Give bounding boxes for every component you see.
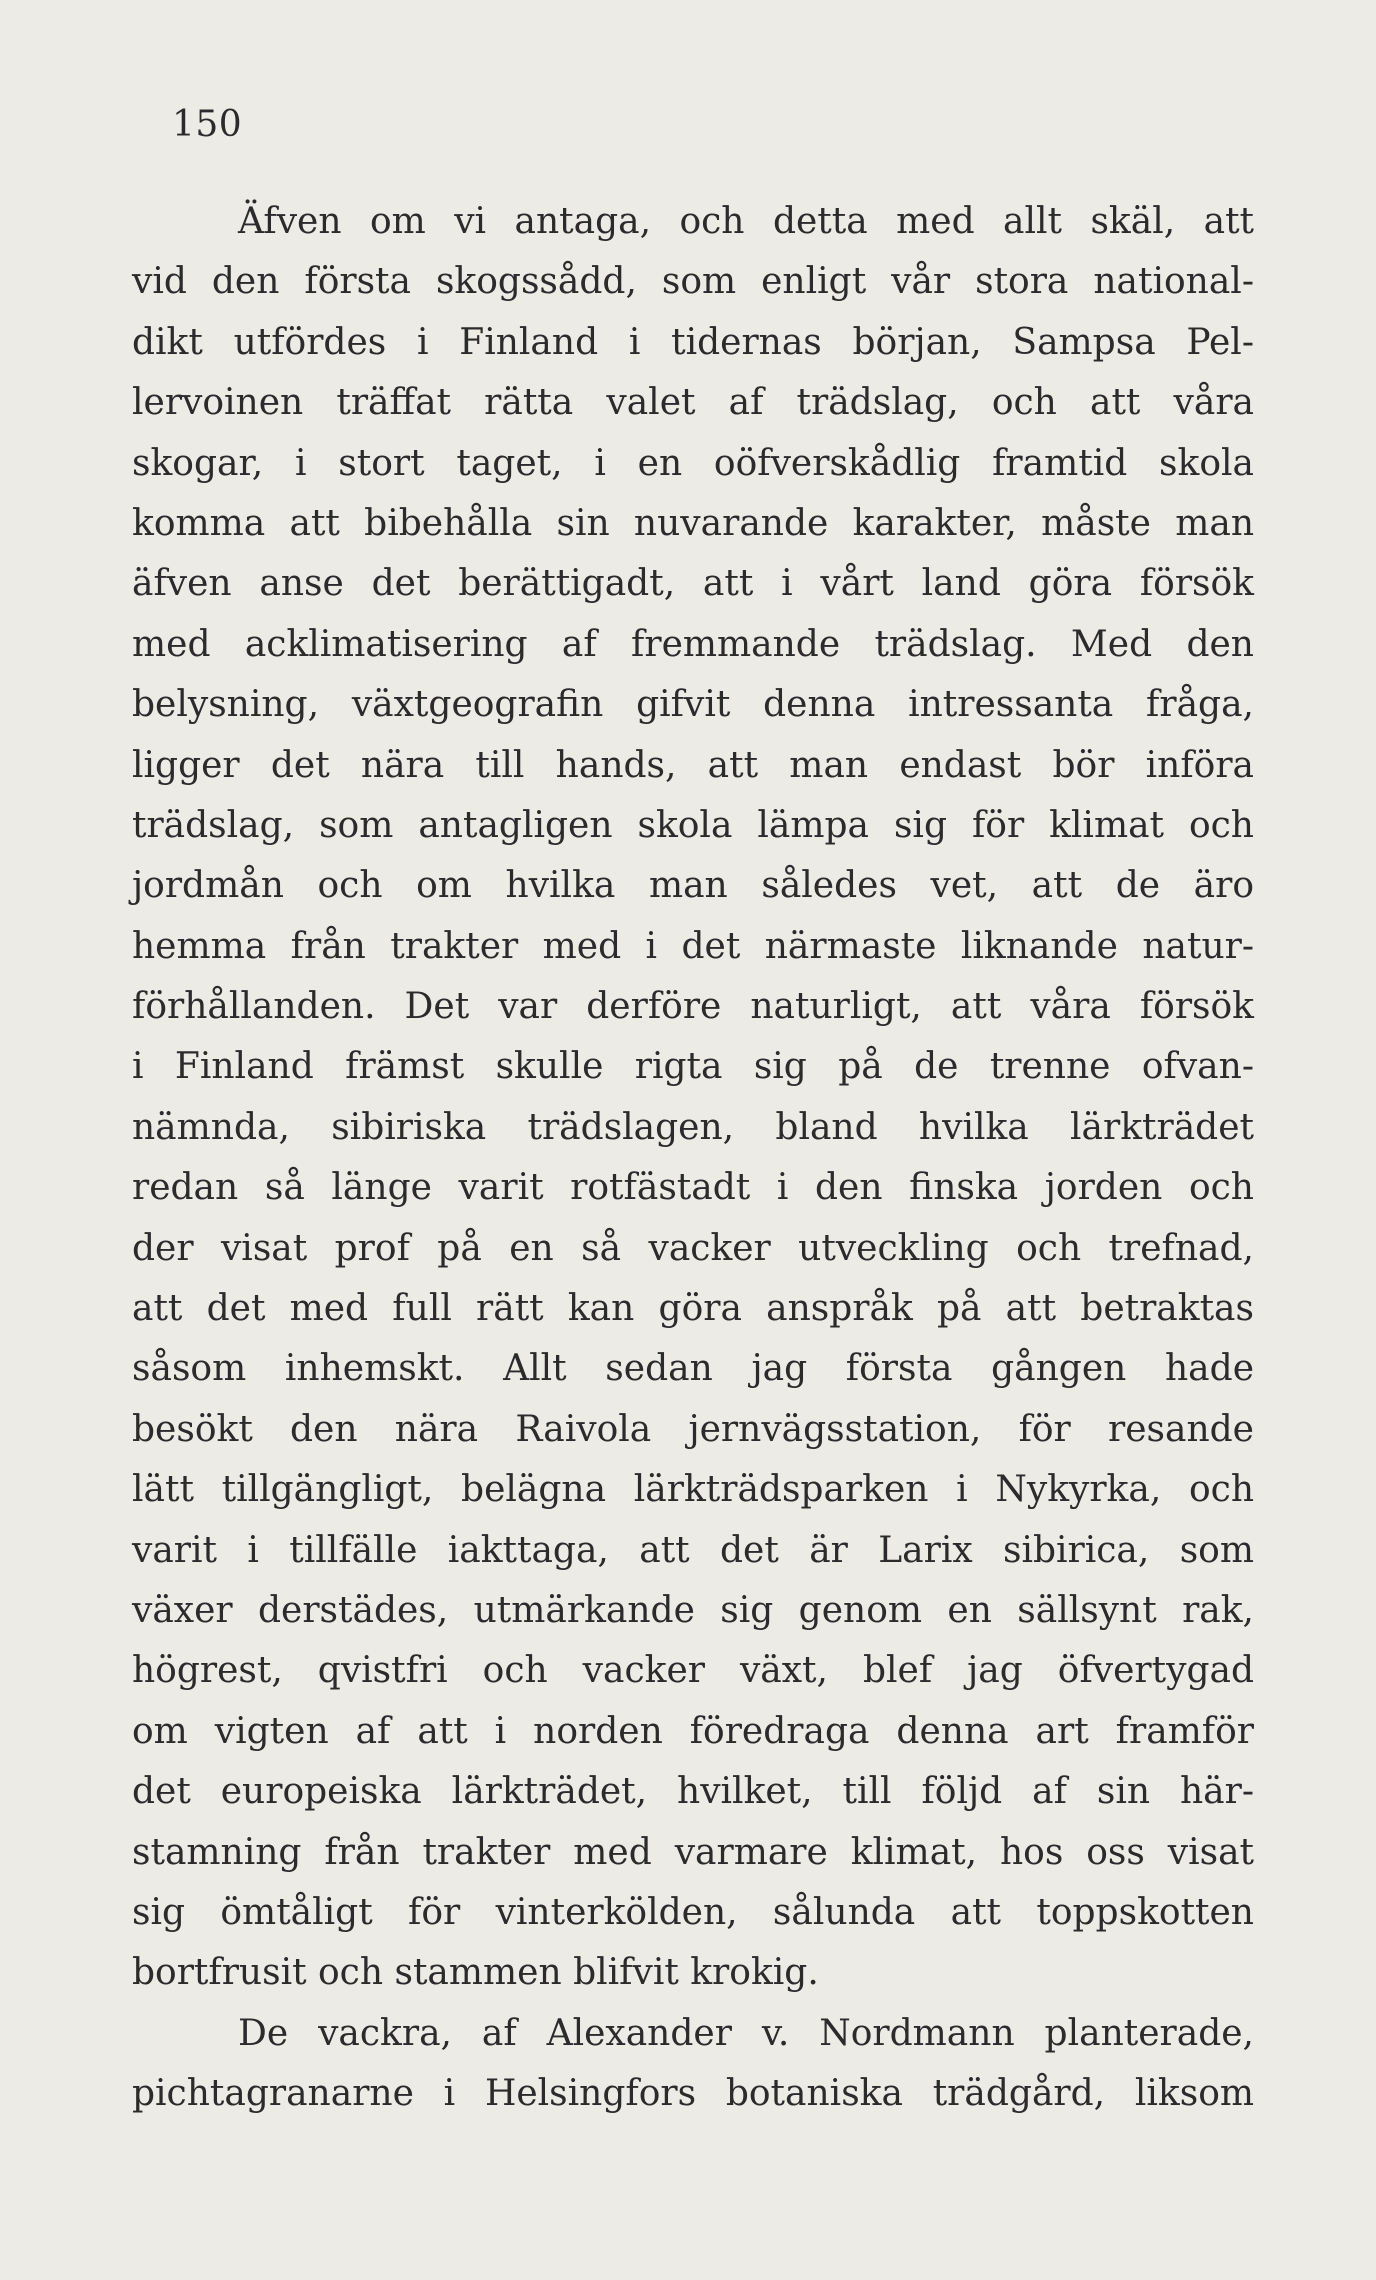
text-line: besökt den nära Raivola jernvägsstation, för resande — [132, 1408, 1254, 1450]
text-line: växer derstädes, utmärkande sig genom en sällsynt rak, — [132, 1589, 1254, 1631]
body-text — [132, 192, 1254, 2125]
text-line: lervoinen träffat rätta valet af trädslag, och att våra — [132, 382, 1254, 424]
text-line: skogar, i stort taget, i en oöfverskådlig framtid skola — [132, 442, 1254, 484]
text-line: redan så länge varit rotfästadt i den finska jorden och — [132, 1167, 1254, 1209]
text-line: dikt utfördes i Finland i tidernas början, Sampsa Pel- — [132, 321, 1254, 363]
text-line: lätt tillgängligt, belägna lärkträdsparken i Nykyrka, och — [132, 1469, 1254, 1511]
text-line: att det med full rätt kan göra anspråk på att betraktas — [132, 1288, 1254, 1330]
text-line: med acklimatisering af fremmande trädslag. Med den — [132, 623, 1254, 665]
text-line: jordmån och om hvilka man således vet, att de äro — [132, 865, 1254, 907]
text-line: i Finland främst skulle rigta sig på de trenne ofvan- — [132, 1046, 1254, 1088]
text-line: förhållanden. Det var derföre naturligt, att våra försök — [132, 986, 1254, 1028]
text-line: om vigten af att i norden föredraga denna art framför — [132, 1710, 1254, 1752]
text-line: det europeiska lärkträdet, hvilket, till följd af sin här- — [132, 1771, 1254, 1813]
page-number: 150 — [172, 104, 243, 145]
text-line: stamning från trakter med varmare klimat, hos oss visat — [132, 1831, 1254, 1873]
text-line: der visat prof på en så vacker utveckling och trefnad, — [132, 1227, 1254, 1269]
text-line: såsom inhemskt. Allt sedan jag första gången hade — [132, 1348, 1254, 1390]
text-line: sig ömtåligt för vinterkölden, sålunda att toppskotten — [132, 1891, 1254, 1933]
text-line: pichtagranarne i Helsingfors botaniska trädgård, liksom — [132, 2073, 1254, 2115]
text-line: nämnda, sibiriska trädslagen, bland hvilka lärkträdet — [132, 1106, 1254, 1148]
text-line: hemma från trakter med i det närmaste liknande natur- — [132, 925, 1254, 967]
text-line: belysning, växtgeografin gifvit denna intressanta fråga, — [132, 684, 1254, 726]
text-line: bortfrusit och stammen blifvit krokig. — [132, 1952, 819, 1994]
text-line: vid den första skogssådd, som enligt vår stora national- — [132, 261, 1254, 303]
text-line: äfven anse det berättigadt, att i vårt land göra försök — [132, 563, 1254, 605]
text-line: De vackra, af Alexander v. Nordmann planterade, — [238, 2012, 1254, 2054]
text-line: trädslag, som antagligen skola lämpa sig för klimat och — [132, 804, 1254, 846]
text-line: komma att bibehålla sin nuvarande karakter, måste man — [132, 502, 1254, 544]
text-line: högrest, qvistfri och vacker växt, blef jag öfvertygad — [132, 1650, 1254, 1692]
text-line: varit i tillfälle iakttaga, att det är Larix sibirica, som — [132, 1529, 1254, 1571]
text-line: ligger det nära till hands, att man endast bör införa — [132, 744, 1254, 786]
text-line: Äfven om vi antaga, och detta med allt skäl, att — [238, 201, 1254, 242]
